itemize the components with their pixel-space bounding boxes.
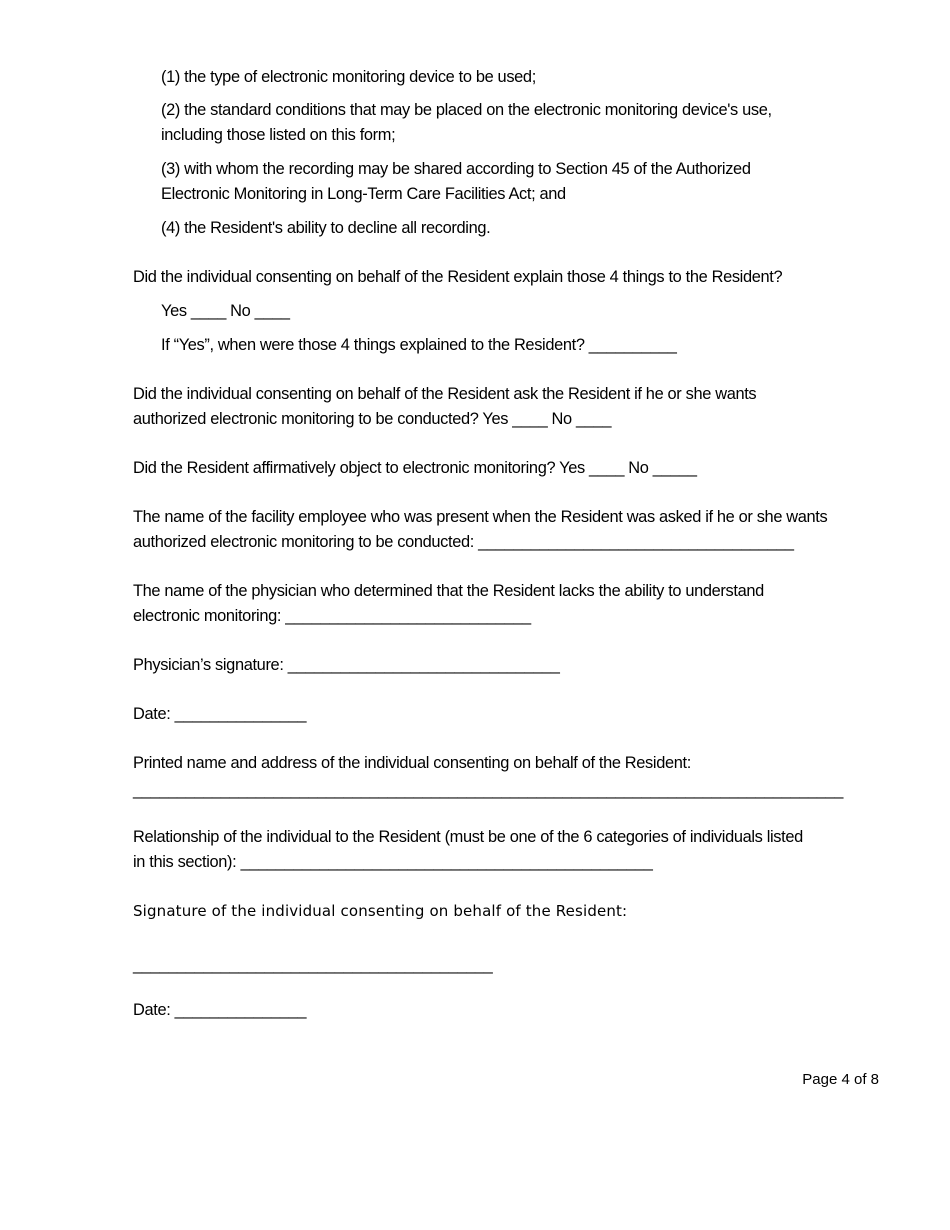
printed-name-label: Printed name and address of the individual consenting on behalf of the Resident: [133, 754, 691, 772]
signature-field[interactable]: _________________________________________ [133, 956, 493, 974]
question-object[interactable]: Did the Resident affirmatively object to electronic monitoring? Yes ____ No _____ [133, 459, 697, 477]
list-item-3-line-1: (3) with whom the recording may be shared according to Section 45 of the Authorized [161, 160, 751, 178]
question-ask-line-2[interactable]: authorized electronic monitoring to be conducted? Yes ____ No ____ [133, 410, 612, 428]
physician-name-field[interactable]: electronic monitoring: ____________________________ [133, 607, 531, 625]
employee-name-line-1: The name of the facility employee who was present when the Resident was asked if he or she wants [133, 508, 828, 526]
relationship-line-1: Relationship of the individual to the Resident (must be one of the 6 categories of individuals listed [133, 828, 803, 846]
explain-yes-no-field[interactable]: Yes ____ No ____ [161, 302, 290, 320]
relationship-field[interactable]: in this section): _______________________________________________ [133, 853, 653, 871]
list-item-3-line-2: Electronic Monitoring in Long-Term Care Facilities Act; and [161, 185, 566, 203]
signature-label: Signature of the individual consenting on behalf of the Resident: [133, 902, 628, 920]
printed-name-field[interactable]: _________________________________________________________________________________ [133, 781, 844, 799]
physician-signature-field[interactable]: Physician’s signature: _______________________________ [133, 656, 560, 674]
list-item-2-line-2: including those listed on this form; [161, 126, 396, 144]
list-item-2-line-1: (2) the standard conditions that may be placed on the electronic monitoring device's use, [161, 101, 772, 119]
physician-name-line-1: The name of the physician who determined that the Resident lacks the ability to understand [133, 582, 764, 600]
explain-when-field[interactable]: If “Yes”, when were those 4 things explained to the Resident? __________ [161, 336, 677, 354]
question-ask-line-1: Did the individual consenting on behalf of the Resident ask the Resident if he or she wants [133, 385, 757, 403]
question-explain: Did the individual consenting on behalf of the Resident explain those 4 things to the Resident? [133, 268, 783, 286]
date-field-2[interactable]: Date: _______________ [133, 1001, 307, 1019]
list-item-1: (1) the type of electronic monitoring device to be used; [161, 68, 536, 86]
employee-name-field[interactable]: authorized electronic monitoring to be conducted: ____________________________________ [133, 533, 794, 551]
date-field-1[interactable]: Date: _______________ [133, 705, 307, 723]
page-number: Page 4 of 8 [802, 1071, 879, 1088]
list-item-4: (4) the Resident's ability to decline all recording. [161, 219, 491, 237]
